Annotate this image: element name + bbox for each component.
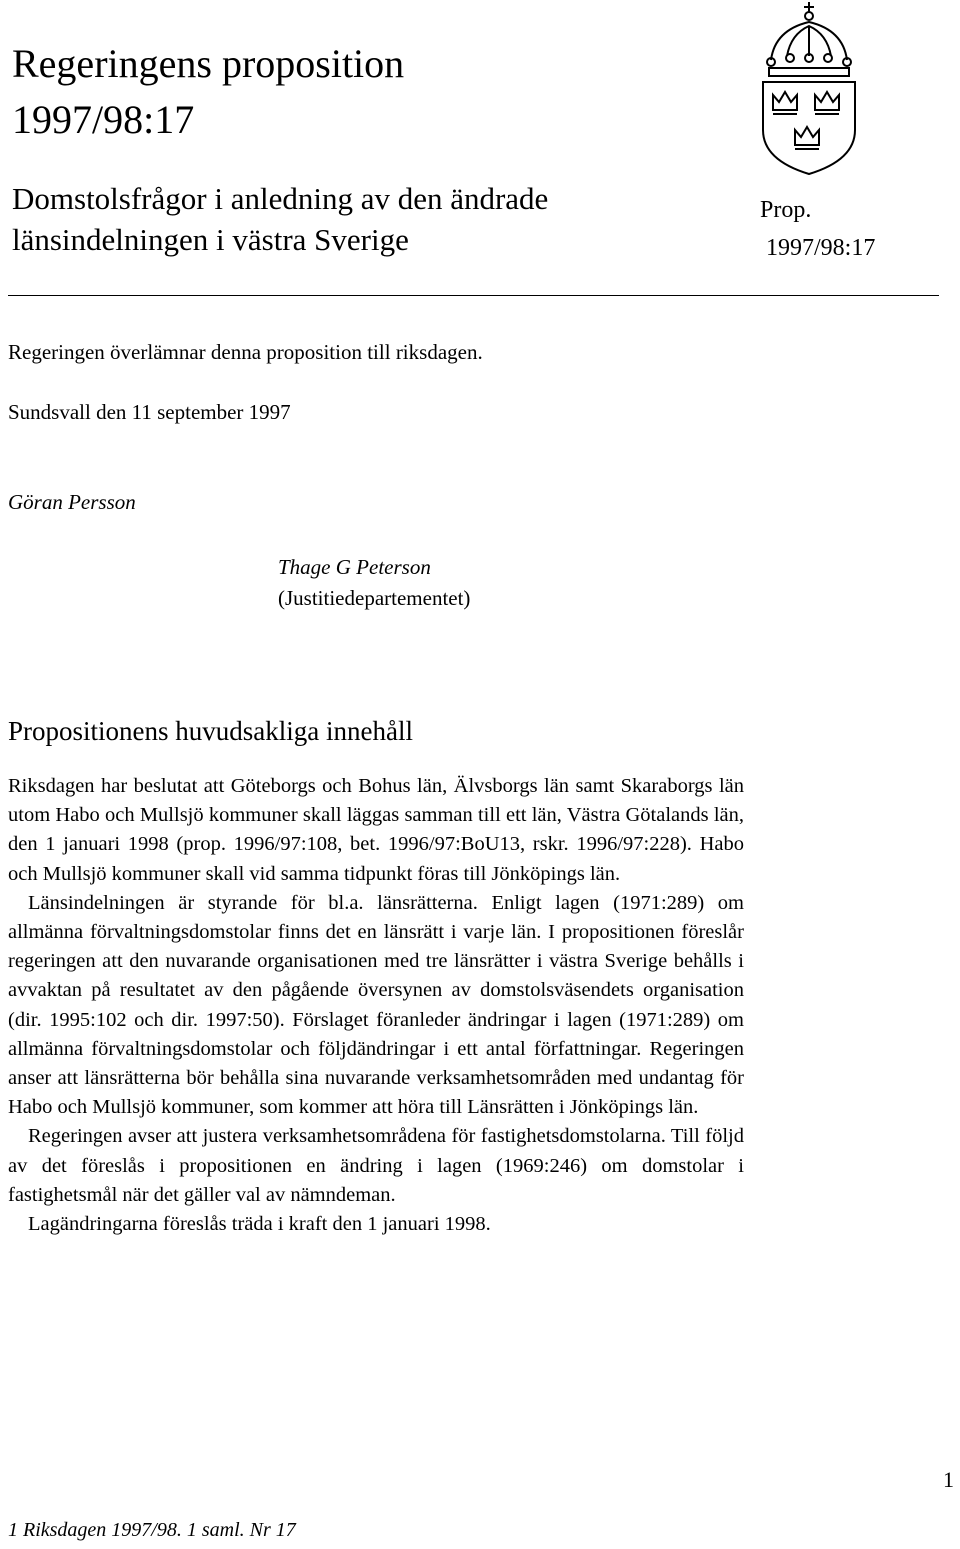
summary-paragraph: Riksdagen har beslutat att Göteborgs och Bohus län, Älvsborgs län samt Skaraborgs län utom Habo och Mullsjö kommuner skall läggas samman till ett län, Västra Götalands län, den 1 januari 1998 (prop. 1996/97:108, bet. 1996/97:BoU13, rskr. 1996/97:228). Habo och Mullsjö kommuner skall vid samma tidpunkt föras till Jönköpings län. <box>8 775 744 885</box>
document-title-line-2: 1997/98:17 <box>12 97 195 142</box>
summary-heading: Propositionens huvudsakliga innehåll <box>8 716 413 746</box>
signatory-minister: Thage G Peterson <box>278 555 431 579</box>
prop-label: Prop. <box>760 197 812 223</box>
place-and-date: Sundsvall den 11 september 1997 <box>8 400 291 424</box>
document-subtitle-line-1: Domstolsfrågor i anledning av den ändrade <box>12 181 549 216</box>
department-name: (Justitiedepartementet) <box>278 586 471 610</box>
swedish-three-crowns-crest-icon <box>757 0 861 178</box>
footer-note: 1 Riksdagen 1997/98. 1 saml. Nr 17 <box>8 1519 296 1541</box>
submission-statement: Regeringen överlämnar denna proposition till riksdagen. <box>8 340 483 364</box>
summary-paragraph: Länsindelningen är styrande för bl.a. länsrätterna. Enligt lagen (1971:289) om allmänna förvaltningsdomstolar finns det en länsrätt i varje län. I propositionen föreslår regeringen att den nuvarande organisationen med tre länsrätter i västra Sverige behålls i avvaktan på resultatet av den pågående översynen av domstolsväsendets organisation (dir. 1995:102 och dir. 1997:50). Förslaget föranleder ändringar i lagen (1971:289) om allmänna förvaltningsdomstolar och följdändringar i ett antal författningar. Regeringen anser att länsrätterna bör behålla sina nuvarande verksamhetsområden med undantag för Habo och Mullsjö kommuner, som kommer att höra till Länsrätten i Jönköpings län. <box>8 891 744 1119</box>
prop-number: 1997/98:17 <box>766 235 876 261</box>
signatory-prime-minister: Göran Persson <box>8 490 136 514</box>
document-subtitle-line-2: länsindelningen i västra Sverige <box>12 222 409 257</box>
header-divider <box>8 295 939 296</box>
summary-paragraph: Lagändringarna föreslås träda i kraft den 1 januari 1998. <box>28 1213 491 1236</box>
page-number: 1 <box>943 1467 954 1492</box>
document-title-line-1: Regeringens proposition <box>12 41 405 86</box>
summary-body <box>8 772 744 1239</box>
summary-paragraph: Regeringen avser att justera verksamhetsområdena för fastighetsdomstolarna. Till följd av det föreslås i propositionen en ändring i lagen (1969:246) om domstolar i fastighetsmål när det gäller val av nämndeman. <box>8 1125 744 1206</box>
